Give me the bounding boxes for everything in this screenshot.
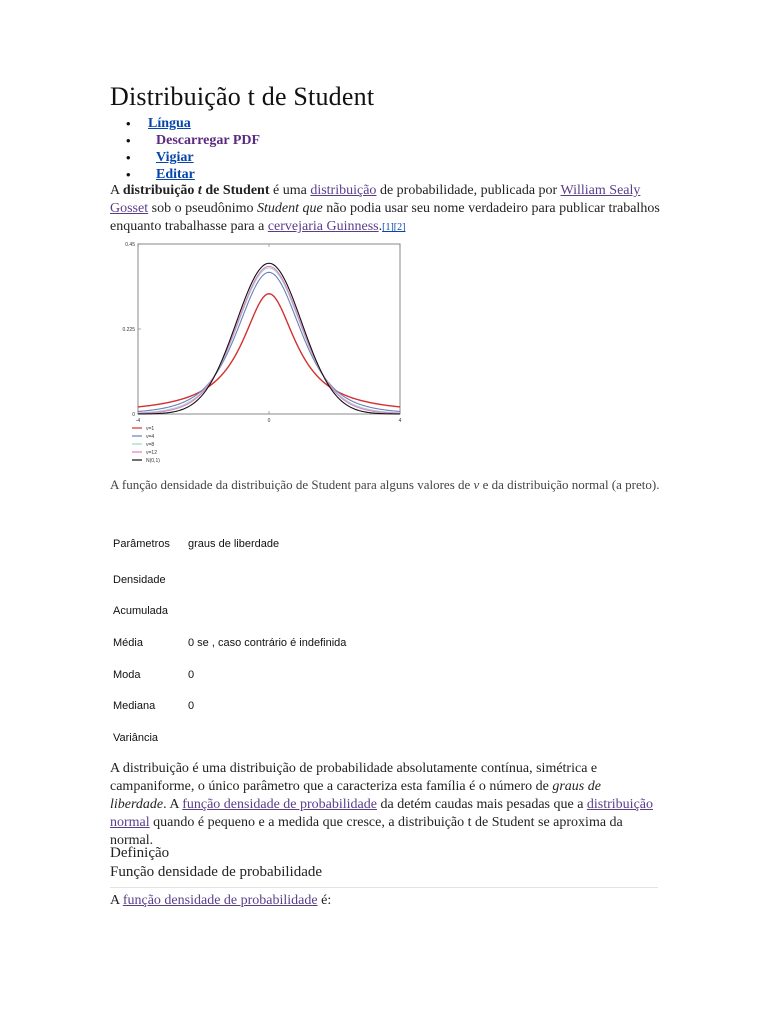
legend-label: ν=4: [146, 434, 155, 440]
distribution-link[interactable]: distribuição: [310, 183, 377, 198]
legend-label: N(0,1): [146, 458, 160, 464]
normal-distribution-link[interactable]: distribuição normal: [110, 797, 654, 830]
term-bold: distribuição t de Student: [122, 183, 270, 198]
legend-label: ν=1: [146, 426, 155, 432]
infobox-row-media: Média 0 se , caso contrário é indefinida: [113, 637, 347, 649]
section-divider: [110, 887, 658, 888]
infobox-row-densidade: Densidade: [113, 574, 166, 586]
infobox-row-parametros: Parâmetros graus de liberdade: [113, 538, 280, 550]
pdf-intro-paragraph: A função densidade de probabilidade é:: [110, 893, 332, 908]
language-link[interactable]: Língua: [148, 116, 191, 131]
section-heading-definicao: Definição: [110, 845, 170, 861]
figure-caption: A função densidade da distribuição de Student para alguns valores de ν e da distribuição normal (a preto).: [110, 477, 660, 492]
x-tick-label: 0: [267, 418, 271, 424]
density-chart: [110, 238, 412, 470]
edit-link[interactable]: Editar: [156, 167, 195, 182]
download-pdf-link[interactable]: Descarregar PDF: [156, 133, 261, 148]
menu-item-lingua[interactable]: [110, 116, 260, 133]
gosset-link[interactable]: William Sealy Gosset: [110, 183, 641, 216]
page-title: Distribuição t de Student: [110, 82, 375, 111]
y-tick-label: 0.225: [122, 327, 135, 333]
description-paragraph: A distribuição é uma distribuição de probabilidade absolutamente contínua, simétrica e campaniforme, o único parâmetro que a caracteriza esta família é o número de graus de liberdade. A função densidade de probabilidade da detém caudas mais pesadas que a distribuição normal quando é pequeno e a medida que cresce, a distribuição t de Student se aproxima da normal.: [110, 761, 654, 848]
legend-label: ν=12: [146, 450, 157, 456]
infobox-row-mediana: Mediana 0: [113, 700, 195, 712]
pdf-link[interactable]: função densidade de probabilidade: [182, 797, 377, 812]
student-t-density-figure: [110, 238, 412, 470]
infobox-row-variancia: Variância: [113, 732, 159, 744]
reference-links[interactable]: [1][2]: [382, 222, 406, 233]
y-tick-label: 0.45: [125, 242, 135, 248]
infobox-row-acumulada: Acumulada: [113, 605, 169, 617]
pdf-link-2[interactable]: função densidade de probabilidade: [122, 893, 318, 908]
guinness-link[interactable]: cervejaria Guinness: [267, 219, 379, 234]
plot-area: [138, 244, 400, 414]
x-tick-label: -4: [135, 418, 141, 424]
watch-link[interactable]: Vigiar: [156, 150, 194, 165]
page-actions-menu: [110, 116, 260, 184]
x-tick-label: 4: [398, 418, 402, 424]
legend-label: ν=8: [146, 442, 155, 448]
infobox-row-moda: Moda 0: [113, 669, 195, 681]
subsection-heading-fdp: Função densidade de probabilidade: [110, 864, 323, 880]
y-tick-label: 0: [132, 412, 135, 418]
intro-paragraph: A distribuição t de Student é uma distribuição de probabilidade, publicada por William Sealy Gosset sob o pseudônimo Student que não podia usar seu nome verdadeiro para publicar trabalhos enquanto trabalhasse para a cervejaria Guinness.[1][2]: [110, 183, 660, 234]
menu-item-watch[interactable]: [110, 150, 260, 167]
menu-item-download-pdf[interactable]: [110, 133, 260, 150]
